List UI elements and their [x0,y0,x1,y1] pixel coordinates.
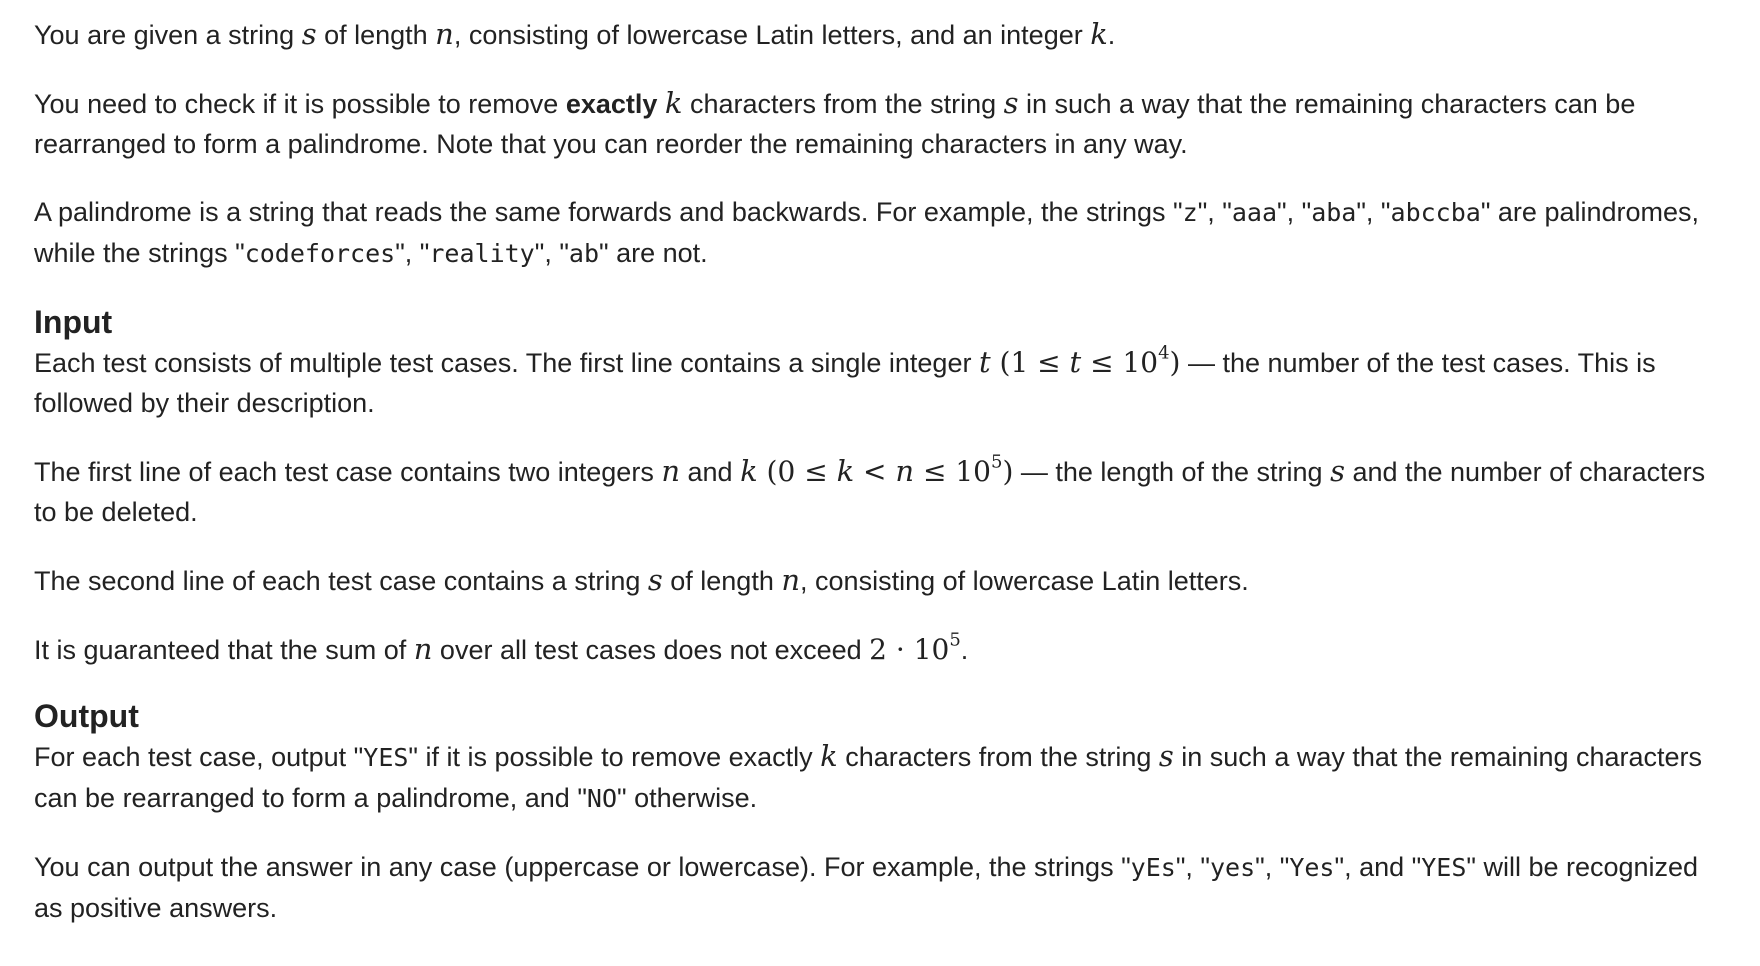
text: — the number of the test cases. This is followed by their description. [34,348,1656,418]
text: ", " [1197,197,1232,227]
math-var: k [836,454,855,488]
math-var: n [661,454,681,488]
input-paragraph-2 [34,451,1734,532]
text: of length [316,20,436,50]
text [657,89,665,119]
math-text: ≤ 10 [914,455,991,488]
text: " are not. [599,238,708,268]
math-var: k [1090,17,1108,51]
text: ", and " [1334,852,1422,882]
math-var: k [664,86,683,120]
output-section-title: Output [34,698,139,734]
math-text: ) [1169,346,1181,379]
input-paragraph-4 [34,629,1734,670]
code-text: abccba [1390,198,1481,227]
text: You are given a string [34,20,302,50]
input-paragraph-1 [34,342,1734,423]
text: and [680,457,741,487]
problem-statement [34,14,1734,928]
math-var: n [413,632,433,666]
text: For each test case, output " [34,742,364,772]
text: You can output the answer in any case (uppercase or lowercase). For example, the strings " [34,852,1131,882]
code-text: ab [568,239,600,268]
text: over all test cases does not exceed [432,635,870,665]
text: You need to check if it is possible to remove [34,89,566,119]
text: " will be recognized as positive answers. [34,852,1699,923]
math-text: ≤ 10 [1081,346,1159,379]
math-var: s [301,17,317,51]
text: The second line of each test case contains a string [34,566,648,596]
math-text: (1 ≤ [990,346,1070,379]
math-exponent: 5 [949,629,961,651]
math-text: < [854,455,896,488]
math-var: s [1330,454,1345,488]
text: characters from the string [682,89,1004,119]
math-exponent: 4 [1158,342,1170,364]
text: ", " [1277,197,1312,227]
text: Each test consists of multiple test cases. The first line contains a single integer [34,348,979,378]
text: and the number of characters to be deleted. [34,457,1706,527]
text: ", " [1356,197,1391,227]
text: " if it is possible to remove exactly [408,742,821,772]
input-paragraph-3 [34,560,1734,601]
code-text: aba [1311,198,1357,227]
math-var: n [895,454,915,488]
code-text: yes [1210,853,1256,882]
math-var: s [647,563,663,597]
bold-text: exactly [565,89,658,119]
math-var: s [1158,739,1174,773]
code-text: z [1182,198,1198,227]
text: The first line of each test case contains two integers [34,457,662,487]
code-text: reality [429,239,535,268]
legend-paragraph-1 [34,14,1734,55]
output-paragraph-2 [34,847,1734,928]
text: " otherwise. [617,783,758,813]
code-text: yEs [1130,853,1176,882]
math-var: t [978,345,991,379]
text: A palindrome is a string that reads the same forwards and backwards. For example, the strings " [34,197,1183,227]
text: ", " [1255,852,1290,882]
legend-paragraph-2 [34,83,1734,164]
code-text: YES [1421,853,1467,882]
text: ", " [395,238,430,268]
input-section-title: Input [34,304,113,340]
text: of length [662,566,782,596]
text: . [960,635,969,665]
math-text: (0 ≤ [757,455,837,488]
text: characters from the string [837,742,1159,772]
code-text: codeforces [244,239,396,268]
text: in such a way that the remaining characters can be rearranged to form a palindrome, and " [34,742,1703,813]
text: ", " [1175,852,1210,882]
math-var: t [1069,345,1082,379]
text: — the length of the string [1013,457,1331,487]
math-text: 2 · 10 [869,633,950,666]
code-text: NO [586,784,618,813]
text: It is guaranteed that the sum of [34,635,414,665]
text: ", " [534,238,569,268]
text: . [1107,20,1116,50]
math-exponent: 5 [990,451,1003,473]
output-paragraph-1 [34,736,1734,819]
math-var: n [435,17,454,51]
code-text: aaa [1231,198,1278,227]
text: " are palindromes, while the strings " [34,197,1700,268]
math-var: k [820,739,838,773]
math-var: n [781,563,801,597]
math-text: ) [1002,455,1014,488]
text: , consisting of lowercase Latin letters. [800,566,1249,596]
text: , consisting of lowercase Latin letters, and an integer [453,20,1091,50]
text: in such a way that the remaining characters can be rearranged to form a palindrome. Note that you can reorder the remaining characters in any way. [34,89,1636,159]
code-text: Yes [1289,853,1335,882]
math-var: k [740,454,758,488]
math-var: s [1003,86,1019,120]
legend-paragraph-3 [34,192,1734,274]
code-text: YES [363,743,409,772]
